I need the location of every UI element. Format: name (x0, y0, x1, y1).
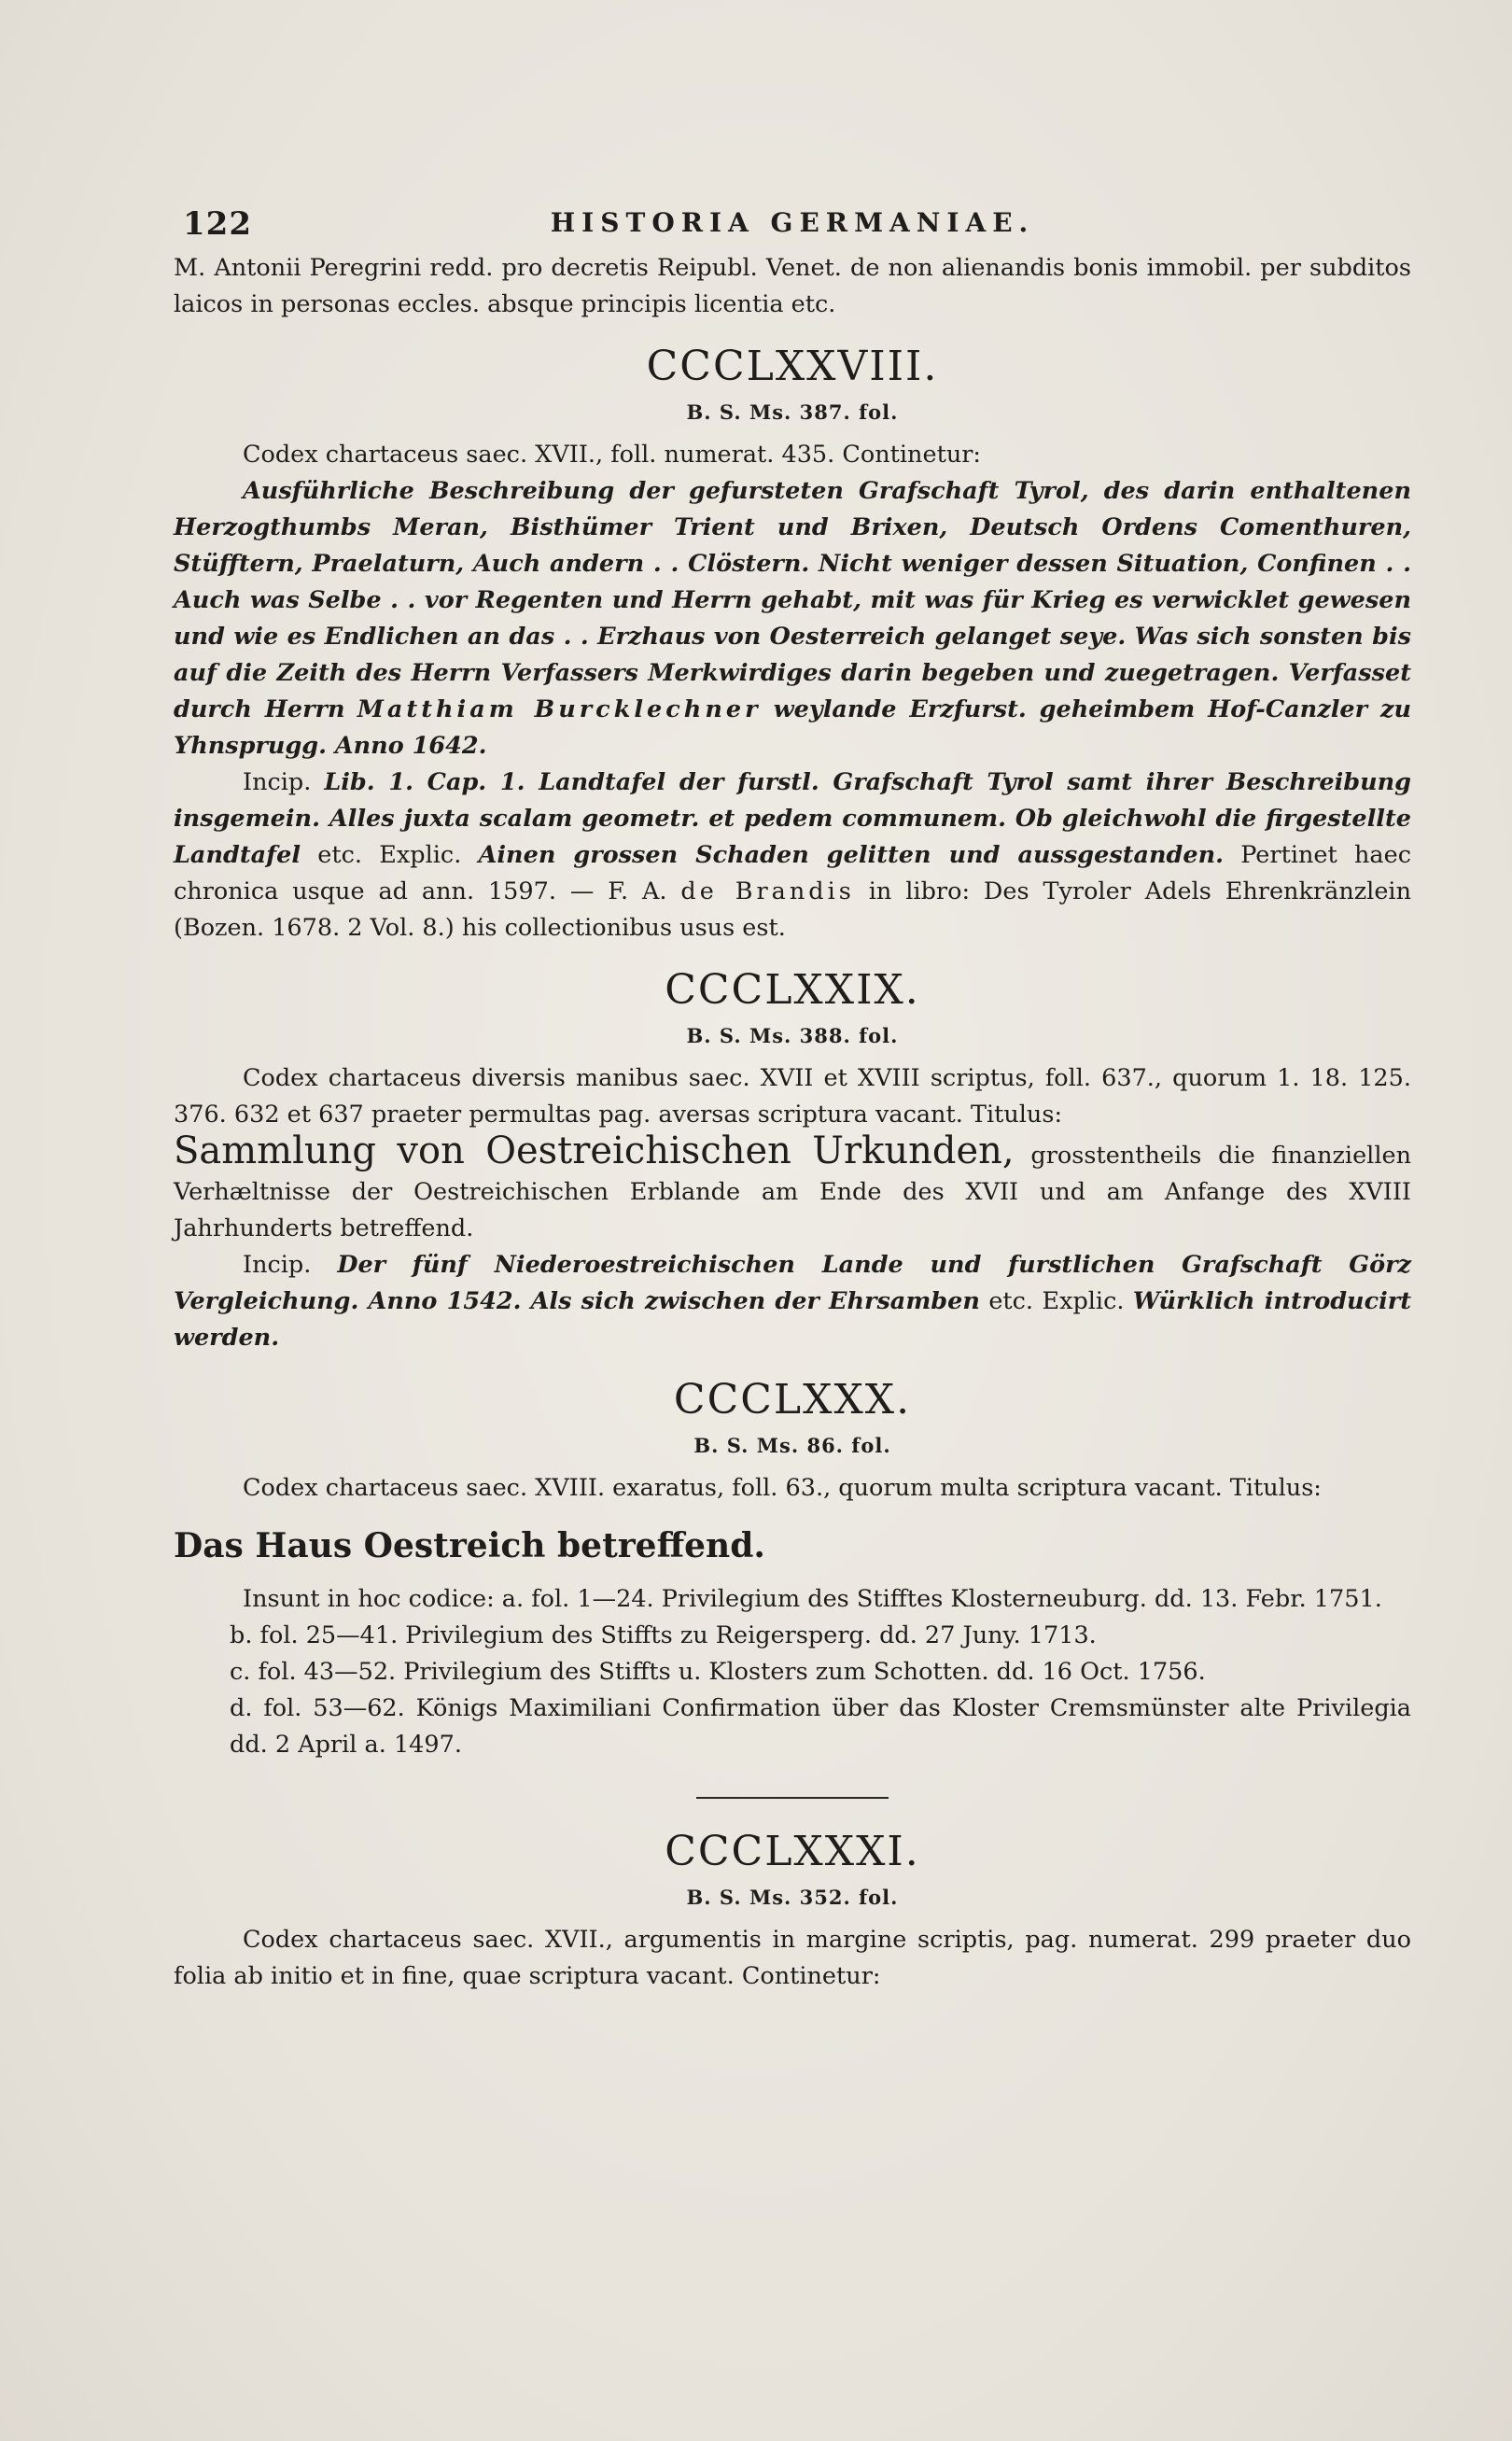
codex-description: Codex chartaceus saec. XVIII. exaratus, foll. 63., quorum multa scriptura vacant. Titulus: (243, 1474, 1322, 1502)
note-text-end: in libro: Des Tyroler Adels Ehrenkränzlein (Bozen. 1678. 2 Vol. 8.) his collectionibus usus est. (174, 877, 1411, 942)
intro-text: M. Antonii Peregrini redd. pro decretis Reipubl. Venet. de non alienandis bonis immobil. per subditos laicos in personas eccles. absque principis licentia etc. (174, 254, 1411, 318)
incipit-explicit (174, 1247, 1411, 1356)
title-text: Ausführliche Beschreibung der gefursteten Grafschaft Tyrol, des darin enthaltenen Herzogthumbs Meran, Bisthümer Trient und Brixen, Deutsch Ordens Comenthuren, Stüfftern, Praelaturn, Auch andern . . Clöstern. Nicht weniger dessen Situation, Confinen . . Auch was Selbe . . vor Regenten und Herrn gehabt, mit was für Krieg es verwicklet gewesen und wie es Endlichen an das . . Erzhaus von Oesterreich gelanget seye. Was sich sonsten bis auf die Zeith des Herrn Verfassers Merkwirdiges darin begeben und zuegetragen. Verfasset durch Herrn (174, 477, 1411, 723)
list-item: d. fol. 53—62. Königs Maximiliani Confirmation über das Kloster Cremsmünster alte Privilegia dd. 2 April a. 1497. (230, 1694, 1411, 1759)
explic-text: Ainen grossen Schaden gelitten und aussgestanden. (478, 841, 1225, 869)
incip-label: Incip. (243, 768, 312, 796)
incip-text: Lib. 1. Cap. 1. Landtafel der furstl. Grafschaft Tyrol samt ihrer Beschreibung insgemein. Alles juxta scalam geometr. et pedem communem. Ob gleichwohl die firgestellte Landtafel (174, 768, 1411, 869)
incip-text: Der fünf Niederoestreichischen Lande und furstlichen Grafschaft Görz Vergleichung. Anno 1542. Als sich zwischen der Ehrsamben (174, 1251, 1411, 1315)
codex-title: Das Haus Oestreich betreffend. (174, 1526, 765, 1565)
shelfmark: B. S. Ms. 86. fol. (693, 1434, 891, 1457)
contents-intro: Insunt in hoc codice: a. fol. 1—24. Privilegium des Stifftes Klosterneuburg. dd. 13. Febr. 1751. (243, 1585, 1382, 1613)
shelfmark: B. S. Ms. 387. fol. (686, 400, 899, 424)
incip-etc: etc. (988, 1287, 1034, 1315)
explic-label: Explic. (1042, 1287, 1125, 1315)
title-rest: grosstentheils die finanziellen Verhæltnisse der Oestreichischen Erblande am Ende des XVII und am Anfange des XVIII Jahrhunderts betreffend. (174, 1142, 1412, 1242)
codex-title (174, 473, 1411, 765)
codex-description: Codex chartaceus saec. XVII., foll. numerat. 435. Continetur: (243, 441, 982, 469)
running-header (174, 198, 1411, 250)
shelfmark: B. S. Ms. 352. fol. (686, 1886, 899, 1909)
incip-label: Incip. (243, 1251, 312, 1279)
entry-number: CCCLXXVIII. (646, 343, 939, 390)
codex-title (174, 1129, 1412, 1247)
entry-number: CCCLXXXI. (665, 1828, 920, 1875)
list-item: b. fol. 25—41. Privilegium des Stiffts zu Reigersperg. dd. 27 Juny. 1713. (230, 1621, 1097, 1649)
page-number: 122 (183, 205, 252, 243)
running-title: HISTORIA GERMANIAE. (550, 207, 1035, 238)
text-column (174, 198, 1411, 1995)
contents-list (174, 1618, 1411, 1763)
codex-description: Codex chartaceus diversis manibus saec. XVII et XVIII scriptus, foll. 637., quorum 1. 18. 125. 376. 632 et 637 praeter permultas pag. aversas scriptura vacant. Titulus: (174, 1064, 1411, 1129)
shelfmark: B. S. Ms. 388. fol. (686, 1024, 899, 1047)
entry-number: CCCLXXIX. (665, 966, 920, 1014)
entry-number: CCCLXXX. (673, 1376, 912, 1424)
note-name: de Brandis (680, 877, 855, 905)
title-text-end: weylande Erzfurst. geheimbem Hof-Canzler zu Yhnsprugg. Anno 1642. (174, 695, 1411, 760)
author-name: Matthiam Burcklechner (357, 695, 762, 723)
incipit-explicit (174, 765, 1411, 947)
section-separator (696, 1797, 889, 1799)
note-text: Pertinet haec chronica usque ad ann. 1597. — F. A. (174, 841, 1412, 905)
incip-etc: etc. (317, 841, 363, 869)
explic-text: Würklich introducirt werden. (174, 1287, 1411, 1352)
codex-description: Codex chartaceus saec. XVII., argumentis in margine scriptis, pag. numerat. 299 praeter duo folia ab initio et in fine, quae scriptura vacant. Continetur: (174, 1926, 1411, 1990)
list-item: c. fol. 43—52. Privilegium des Stiffts u. Klosters zum Schotten. dd. 16 Oct. 1756. (230, 1658, 1206, 1686)
explic-label: Explic. (379, 841, 462, 869)
title-main: Sammlung von Oestreichischen Urkunden, (174, 1129, 1015, 1172)
